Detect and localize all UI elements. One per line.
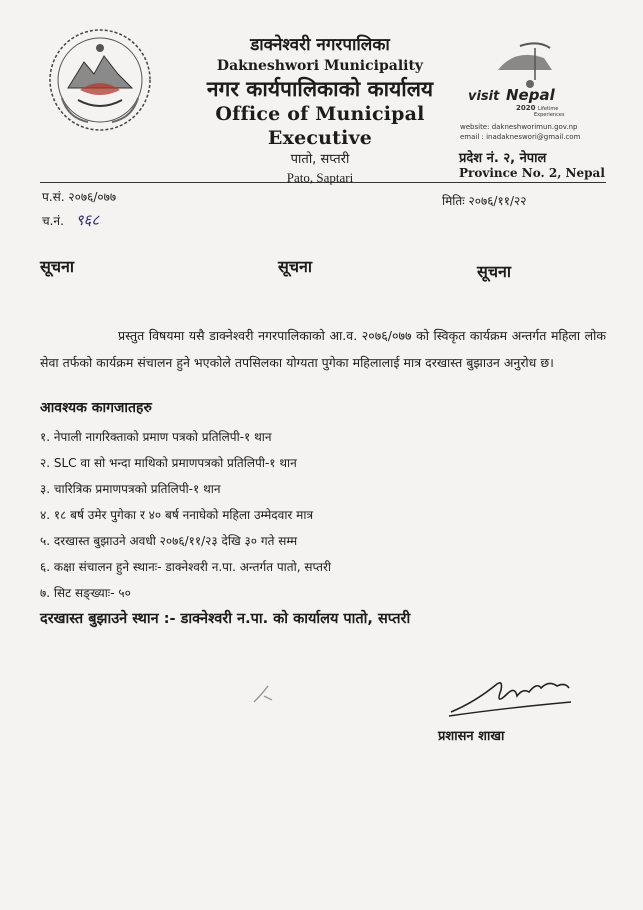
visit-nepal-logo-icon [460,40,575,118]
municipality-name-english: Dakneshwori Municipality [216,58,424,74]
list-item: ३. चारित्रिक प्रमाणपत्रको प्रतिलिपी-१ थान [40,482,221,496]
letterhead [170,34,470,186]
notice-title-center: सूचना [278,257,313,276]
svg-text:Nepal: Nepal [506,86,555,104]
list-item: ७. सिट सङ्ख्याः- ५० [40,586,131,600]
notice-body [40,322,606,376]
signatory-section: प्रशासन शाखा [438,729,505,744]
svg-text:Lifetime: Lifetime [538,106,559,112]
requirements-heading: आवश्यक कागजातहरु [40,400,152,416]
letter-reference-number: प.सं. २०७६/०७७ [42,190,117,204]
email-text: email : inadakneswori@gmail.com [460,133,581,141]
province-nepali: प्रदेश नं. २, नेपाल [459,151,547,166]
svg-text:visit: visit [468,89,500,104]
header-divider [40,182,606,183]
nepal-government-emblem-icon [48,28,152,132]
pen-mark-icon [250,682,280,706]
handwritten-signature-icon [445,672,575,720]
website-text: website: dakneshworimun.gov.np [460,123,578,131]
list-item: ५. दरखास्त बुझाउने अवधी २०७६/११/२३ देखि ३० गते सम्म [40,534,298,548]
municipality-name-nepali: डाक्नेश्वरी नगरपालिका [250,35,390,55]
svg-text:2020: 2020 [516,104,536,112]
svg-text:Experiences: Experiences [534,112,565,118]
requirements-list [40,424,331,606]
office-name-english: Office of Municipal Executive [215,103,425,149]
notice-title-right: सूचना [477,262,512,281]
place-english: Pato, Saptari [286,170,354,185]
dispatch-number [42,210,99,230]
dispatch-number-label: च.नं. [42,214,64,228]
list-item: ६. कक्षा संचालन हुने स्थानः- डाक्नेश्वरी न.पा. अन्तर्गत पातो, सप्तरी [40,560,332,574]
submission-place: दरखास्त बुझाउने स्थान :- डाक्नेश्वरी न.पा. को कार्यालय पातो, सप्तरी [40,611,411,627]
notice-body-text: प्रस्तुत विषयमा यसै डाक्नेश्वरी नगरपालिकाको आ.व. २०७६/०७७ को स्विकृत कार्यक्रम अन्तर्गत महिला लोक सेवा तर्फको कार्यक्रम संचालन हुने भएकोले तपसिलका योग्यता पुगेका महिलालाई मात्र दरखास्त बुझाउन अनुरोध छ। [40,328,606,370]
dispatch-number-value: ९६८ [75,211,100,229]
notice-title-left: सूचना [40,257,75,276]
office-name-nepali: नगर कार्यपालिकाको कार्यालय [206,77,434,101]
province-english: Province No. 2, Nepal [459,166,605,180]
letter-date: मितिः २०७६/११/२२ [442,194,527,208]
contact-info [460,122,580,142]
list-item: २. SLC वा सो भन्दा माथिको प्रमाणपत्रको प्रतिलिपी-१ थान [40,456,297,470]
list-item: १. नेपाली नागरिक्ताको प्रमाण पत्रको प्रतिलिपी-१ थान [40,430,272,444]
list-item: ४. १८ बर्ष उमेर पुगेका र ४० बर्ष ननाघेको महिला उम्मेदवार मात्र [40,508,314,522]
place-nepali: पातो, सप्तरी [290,152,350,167]
